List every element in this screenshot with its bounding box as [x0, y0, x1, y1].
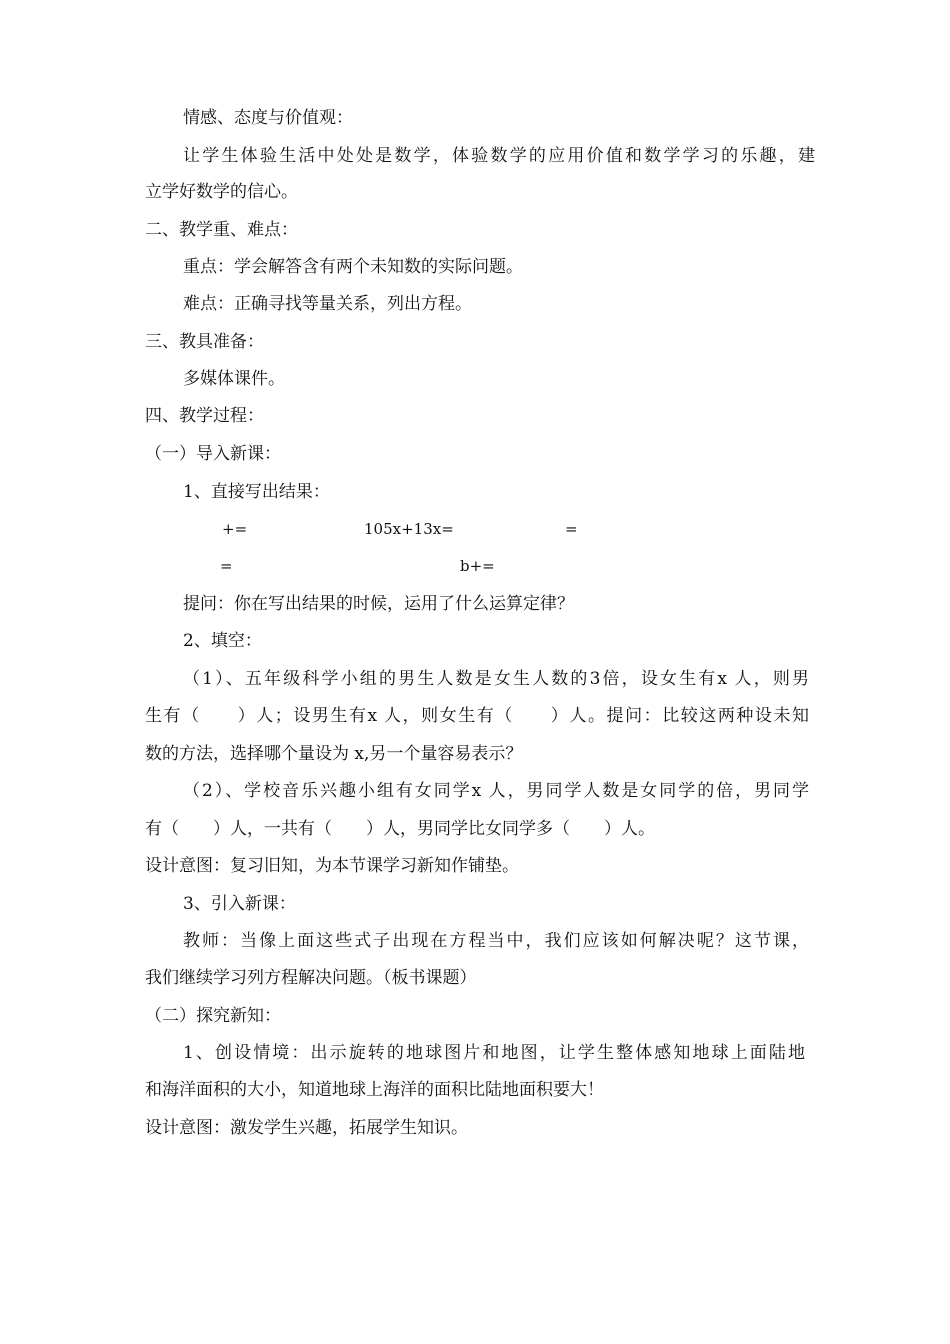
paragraph-line: 让学生体验生活中处处是数学，体验数学的应用价值和数学学习的乐趣，建 — [183, 146, 815, 166]
section-heading-materials: 三、教具准备： — [145, 332, 264, 352]
paragraph-line: （2）、学校音乐兴趣小组有女同学x 人，男同学人数是女同学的倍，男同学 — [183, 781, 809, 801]
paragraph-line: 提问：你在写出结果的时候，运用了什么运算定律？ — [183, 594, 574, 614]
paragraph-line: 1、直接写出结果： — [183, 482, 330, 502]
equation: = — [220, 557, 233, 575]
equation: = — [565, 520, 578, 538]
paragraph-line: 立学好数学的信心。 — [145, 182, 298, 202]
section-heading-emotion: 情感、态度与价值观： — [183, 108, 353, 128]
subsection-heading: （二）探究新知： — [145, 1006, 281, 1026]
equation: b+= — [460, 557, 495, 575]
paragraph-line: 教师：当像上面这些式子出现在方程当中，我们应该如何解决呢？这节课， — [183, 931, 809, 951]
paragraph-line: 多媒体课件。 — [183, 369, 285, 389]
paragraph-line: 数的方法，选择哪个量设为 x,另一个量容易表示？ — [145, 744, 523, 764]
paragraph-line: 难点：正确寻找等量关系，列出方程。 — [183, 294, 472, 314]
paragraph-line: 生有（ ）人；设男生有x 人，则女生有（ ）人。提问：比较这两种设未知 — [145, 706, 809, 726]
paragraph-line: 和海洋面积的大小，知道地球上海洋的面积比陆地面积要大！ — [145, 1080, 604, 1100]
equation: 105x+13x= — [364, 520, 454, 538]
design-intent-line: 设计意图：激发学生兴趣，拓展学生知识。 — [145, 1118, 468, 1138]
paragraph-line: 我们继续学习列方程解决问题。（板书课题） — [145, 968, 477, 988]
paragraph-line: 重点：学会解答含有两个未知数的实际问题。 — [183, 257, 523, 277]
paragraph-line: 1、创设情境：出示旋转的地球图片和地图，让学生整体感知地球上面陆地 — [183, 1043, 805, 1063]
equation: += — [222, 520, 248, 538]
paragraph-line: 2、填空： — [183, 631, 262, 651]
paragraph-line: （1）、五年级科学小组的男生人数是女生人数的3倍，设女生有x 人，则男 — [183, 669, 809, 689]
section-heading-key-points: 二、教学重、难点： — [145, 220, 298, 240]
paragraph-line: 有（ ）人，一共有（ ）人，男同学比女同学多（ ）人。 — [145, 819, 655, 839]
subsection-heading: （一）导入新课： — [145, 444, 281, 464]
paragraph-line: 3、引入新课： — [183, 894, 296, 914]
section-heading-process: 四、教学过程： — [145, 406, 264, 426]
design-intent-line: 设计意图：复习旧知，为本节课学习新知作铺垫。 — [145, 856, 519, 876]
